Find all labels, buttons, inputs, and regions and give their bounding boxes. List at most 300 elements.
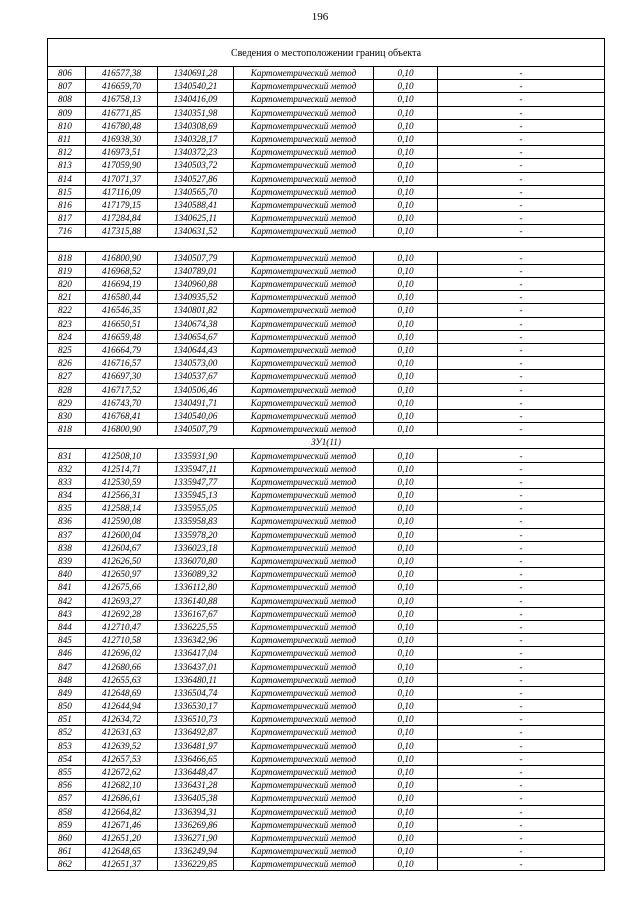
coord-x-cell: 412631,63: [86, 726, 158, 739]
method-cell: Картометрический метод: [234, 594, 374, 607]
method-cell: Картометрический метод: [234, 409, 374, 422]
description-cell: -: [438, 119, 605, 132]
accuracy-cell: 0,10: [374, 660, 438, 673]
coord-x-cell: 412710,47: [86, 620, 158, 633]
point-number-cell: 812: [48, 146, 86, 159]
coord-x-cell: 416580,44: [86, 291, 158, 304]
point-number-cell: 858: [48, 805, 86, 818]
table-row: [48, 409, 605, 422]
table-row: [48, 106, 605, 119]
point-number-cell: 808: [48, 93, 86, 106]
table-row: [48, 752, 605, 765]
description-cell: -: [438, 159, 605, 172]
coord-x-cell: 416664,79: [86, 343, 158, 356]
coord-y-cell: 1336023,18: [158, 541, 234, 554]
coord-y-cell: 1340507,79: [158, 251, 234, 264]
point-number-cell: 716: [48, 225, 86, 238]
coord-y-cell: 1340308,69: [158, 119, 234, 132]
accuracy-cell: 0,10: [374, 845, 438, 858]
coord-x-cell: 416768,41: [86, 409, 158, 422]
coord-x-cell: 416697,30: [86, 370, 158, 383]
table-row: [48, 449, 605, 462]
coord-y-cell: 1340654,67: [158, 330, 234, 343]
method-cell: Картометрический метод: [234, 119, 374, 132]
coord-x-cell: 416577,38: [86, 67, 158, 80]
point-number-cell: 816: [48, 198, 86, 211]
table-row: [48, 502, 605, 515]
coord-y-cell: 1340527,86: [158, 172, 234, 185]
coord-x-cell: 412588,14: [86, 502, 158, 515]
point-number-cell: 857: [48, 792, 86, 805]
coord-x-cell: 412648,69: [86, 686, 158, 699]
method-cell: Картометрический метод: [234, 739, 374, 752]
table-title: Сведения о местоположении границ объекта: [48, 39, 605, 67]
description-cell: -: [438, 489, 605, 502]
point-number-cell: 860: [48, 831, 86, 844]
table-row: [48, 607, 605, 620]
point-number-cell: 826: [48, 357, 86, 370]
coord-x-cell: 412671,46: [86, 818, 158, 831]
table-row: [48, 225, 605, 238]
table-row: [48, 172, 605, 185]
coord-x-cell: 412655,63: [86, 673, 158, 686]
description-cell: -: [438, 80, 605, 93]
method-cell: Картометрический метод: [234, 264, 374, 277]
point-number-cell: 818: [48, 423, 86, 436]
accuracy-cell: 0,10: [374, 106, 438, 119]
coord-x-cell: 416694,19: [86, 278, 158, 291]
table-row: [48, 858, 605, 871]
coord-y-cell: 1340691,28: [158, 67, 234, 80]
coord-x-cell: 412626,50: [86, 554, 158, 567]
method-cell: Картометрический метод: [234, 792, 374, 805]
method-cell: Картометрический метод: [234, 330, 374, 343]
method-cell: Картометрический метод: [234, 554, 374, 567]
point-number-cell: 835: [48, 502, 86, 515]
method-cell: Картометрический метод: [234, 831, 374, 844]
accuracy-cell: 0,10: [374, 251, 438, 264]
method-cell: Картометрический метод: [234, 185, 374, 198]
method-cell: Картометрический метод: [234, 765, 374, 778]
coord-x-cell: 412680,66: [86, 660, 158, 673]
coord-y-cell: 1335955,05: [158, 502, 234, 515]
description-cell: -: [438, 700, 605, 713]
point-number-cell: 806: [48, 67, 86, 80]
coord-y-cell: 1336112,80: [158, 581, 234, 594]
accuracy-cell: 0,10: [374, 528, 438, 541]
accuracy-cell: 0,10: [374, 212, 438, 225]
coord-x-cell: 412651,37: [86, 858, 158, 871]
description-cell: -: [438, 396, 605, 409]
coord-y-cell: 1336070,80: [158, 554, 234, 567]
coord-y-cell: 1336481,97: [158, 739, 234, 752]
method-cell: Картометрический метод: [234, 541, 374, 554]
accuracy-cell: 0,10: [374, 291, 438, 304]
table-row: [48, 343, 605, 356]
accuracy-cell: 0,10: [374, 159, 438, 172]
point-number-cell: 836: [48, 515, 86, 528]
table-row: [48, 686, 605, 699]
point-number-cell: 859: [48, 818, 86, 831]
accuracy-cell: 0,10: [374, 278, 438, 291]
point-number-cell: 851: [48, 713, 86, 726]
point-number-cell: 810: [48, 119, 86, 132]
coord-y-cell: 1336089,32: [158, 568, 234, 581]
coord-y-cell: 1340507,79: [158, 423, 234, 436]
coord-y-cell: 1335947,11: [158, 462, 234, 475]
accuracy-cell: 0,10: [374, 594, 438, 607]
table-row: [48, 212, 605, 225]
coord-y-cell: 1336437,01: [158, 660, 234, 673]
coord-y-cell: 1340503,72: [158, 159, 234, 172]
method-cell: Картометрический метод: [234, 357, 374, 370]
accuracy-cell: 0,10: [374, 502, 438, 515]
description-cell: -: [438, 660, 605, 673]
accuracy-cell: 0,10: [374, 818, 438, 831]
point-number-cell: 825: [48, 343, 86, 356]
coord-y-cell: 1340416,09: [158, 93, 234, 106]
table-row: [48, 330, 605, 343]
method-cell: Картометрический метод: [234, 172, 374, 185]
table-row: [48, 805, 605, 818]
coord-y-cell: 1336394,31: [158, 805, 234, 818]
accuracy-cell: 0,10: [374, 634, 438, 647]
point-number-cell: 852: [48, 726, 86, 739]
description-cell: -: [438, 370, 605, 383]
method-cell: Картометрический метод: [234, 752, 374, 765]
description-cell: -: [438, 106, 605, 119]
coord-y-cell: 1340625,11: [158, 212, 234, 225]
point-number-cell: 840: [48, 568, 86, 581]
accuracy-cell: 0,10: [374, 831, 438, 844]
point-number-cell: 824: [48, 330, 86, 343]
accuracy-cell: 0,10: [374, 515, 438, 528]
section-row: [48, 436, 605, 449]
coord-y-cell: 1336431,28: [158, 779, 234, 792]
coord-x-cell: 416546,35: [86, 304, 158, 317]
description-cell: -: [438, 554, 605, 567]
method-cell: Картометрический метод: [234, 726, 374, 739]
accuracy-cell: 0,10: [374, 449, 438, 462]
accuracy-cell: 0,10: [374, 765, 438, 778]
coord-x-cell: 412530,59: [86, 475, 158, 488]
description-cell: -: [438, 449, 605, 462]
table-row: [48, 726, 605, 739]
table-row: [48, 528, 605, 541]
table-row: [48, 594, 605, 607]
accuracy-cell: 0,10: [374, 647, 438, 660]
coord-x-cell: 412651,20: [86, 831, 158, 844]
description-cell: -: [438, 647, 605, 660]
accuracy-cell: 0,10: [374, 225, 438, 238]
description-cell: -: [438, 357, 605, 370]
table-row: [48, 67, 605, 80]
coord-x-cell: 417315,88: [86, 225, 158, 238]
point-number-cell: 838: [48, 541, 86, 554]
method-cell: Картометрический метод: [234, 515, 374, 528]
section-label: ЗУ1(11): [48, 436, 605, 449]
table-row: [48, 146, 605, 159]
method-cell: Картометрический метод: [234, 370, 374, 383]
accuracy-cell: 0,10: [374, 805, 438, 818]
coord-x-cell: 416743,70: [86, 396, 158, 409]
table-row: [48, 119, 605, 132]
description-cell: -: [438, 475, 605, 488]
description-cell: -: [438, 607, 605, 620]
description-cell: -: [438, 317, 605, 330]
description-cell: -: [438, 423, 605, 436]
coord-x-cell: 417059,90: [86, 159, 158, 172]
point-number-cell: 820: [48, 278, 86, 291]
description-cell: -: [438, 198, 605, 211]
accuracy-cell: 0,10: [374, 792, 438, 805]
point-number-cell: 845: [48, 634, 86, 647]
coord-x-cell: 416771,85: [86, 106, 158, 119]
accuracy-cell: 0,10: [374, 620, 438, 633]
table-row: [48, 792, 605, 805]
coord-y-cell: 1336480,11: [158, 673, 234, 686]
description-cell: -: [438, 779, 605, 792]
table-row: [48, 765, 605, 778]
method-cell: Картометрический метод: [234, 198, 374, 211]
coord-x-cell: 417284,84: [86, 212, 158, 225]
accuracy-cell: 0,10: [374, 357, 438, 370]
coord-y-cell: 1340935,52: [158, 291, 234, 304]
method-cell: Картометрический метод: [234, 660, 374, 673]
table-row: [48, 357, 605, 370]
coord-x-cell: 412664,82: [86, 805, 158, 818]
method-cell: Картометрический метод: [234, 489, 374, 502]
point-number-cell: 819: [48, 264, 86, 277]
coord-x-cell: 417116,09: [86, 185, 158, 198]
accuracy-cell: 0,10: [374, 607, 438, 620]
accuracy-cell: 0,10: [374, 304, 438, 317]
method-cell: Картометрический метод: [234, 607, 374, 620]
method-cell: Картометрический метод: [234, 396, 374, 409]
description-cell: -: [438, 792, 605, 805]
accuracy-cell: 0,10: [374, 264, 438, 277]
point-number-cell: 813: [48, 159, 86, 172]
accuracy-cell: 0,10: [374, 739, 438, 752]
coord-x-cell: 416800,90: [86, 423, 158, 436]
description-cell: -: [438, 502, 605, 515]
accuracy-cell: 0,10: [374, 317, 438, 330]
description-cell: -: [438, 330, 605, 343]
coord-x-cell: 416650,51: [86, 317, 158, 330]
description-cell: -: [438, 594, 605, 607]
table-row: [48, 568, 605, 581]
table-row: [48, 278, 605, 291]
point-number-cell: 847: [48, 660, 86, 673]
method-cell: Картометрический метод: [234, 462, 374, 475]
coord-x-cell: 412604,67: [86, 541, 158, 554]
coord-y-cell: 1335958,83: [158, 515, 234, 528]
table-row: [48, 831, 605, 844]
coord-x-cell: 412634,72: [86, 713, 158, 726]
coord-y-cell: 1340540,06: [158, 409, 234, 422]
coord-y-cell: 1340801,82: [158, 304, 234, 317]
coord-x-cell: 412672,62: [86, 765, 158, 778]
coord-y-cell: 1340540,21: [158, 80, 234, 93]
method-cell: Картометрический метод: [234, 146, 374, 159]
description-cell: -: [438, 739, 605, 752]
coord-y-cell: 1340588,41: [158, 198, 234, 211]
point-number-cell: 850: [48, 700, 86, 713]
coord-y-cell: 1336342,96: [158, 634, 234, 647]
accuracy-cell: 0,10: [374, 686, 438, 699]
point-number-cell: 814: [48, 172, 86, 185]
coord-y-cell: 1335931,90: [158, 449, 234, 462]
coord-x-cell: 417179,15: [86, 198, 158, 211]
description-cell: -: [438, 726, 605, 739]
accuracy-cell: 0,10: [374, 779, 438, 792]
accuracy-cell: 0,10: [374, 80, 438, 93]
coord-x-cell: 412508,10: [86, 449, 158, 462]
description-cell: -: [438, 93, 605, 106]
point-number-cell: 839: [48, 554, 86, 567]
coord-x-cell: 416780,48: [86, 119, 158, 132]
coord-x-cell: 412639,52: [86, 739, 158, 752]
table-row: [48, 581, 605, 594]
boundary-table-container: [47, 38, 605, 871]
description-cell: -: [438, 541, 605, 554]
coord-y-cell: 1335978,20: [158, 528, 234, 541]
method-cell: Картометрический метод: [234, 251, 374, 264]
point-number-cell: 815: [48, 185, 86, 198]
coord-x-cell: 412686,61: [86, 792, 158, 805]
coord-y-cell: 1340491,71: [158, 396, 234, 409]
method-cell: Картометрический метод: [234, 581, 374, 594]
point-number-cell: 848: [48, 673, 86, 686]
coord-y-cell: 1336448,47: [158, 765, 234, 778]
point-number-cell: 843: [48, 607, 86, 620]
coord-y-cell: 1336271,90: [158, 831, 234, 844]
accuracy-cell: 0,10: [374, 383, 438, 396]
description-cell: -: [438, 752, 605, 765]
coord-y-cell: 1340674,38: [158, 317, 234, 330]
description-cell: -: [438, 185, 605, 198]
table-row: [48, 370, 605, 383]
method-cell: Картометрический метод: [234, 647, 374, 660]
method-cell: Картометрический метод: [234, 673, 374, 686]
table-row: [48, 264, 605, 277]
point-number-cell: 837: [48, 528, 86, 541]
method-cell: Картометрический метод: [234, 423, 374, 436]
page-number: 196: [311, 11, 329, 23]
table-row: [48, 739, 605, 752]
description-cell: -: [438, 291, 605, 304]
description-cell: -: [438, 383, 605, 396]
table-row: [48, 634, 605, 647]
coord-y-cell: 1340328,17: [158, 132, 234, 145]
point-number-cell: 829: [48, 396, 86, 409]
method-cell: Картометрический метод: [234, 212, 374, 225]
point-number-cell: 827: [48, 370, 86, 383]
description-cell: -: [438, 462, 605, 475]
coord-y-cell: 1340351,98: [158, 106, 234, 119]
coord-x-cell: 416938,30: [86, 132, 158, 145]
point-number-cell: 832: [48, 462, 86, 475]
description-cell: -: [438, 225, 605, 238]
coord-y-cell: 1340960,88: [158, 278, 234, 291]
point-number-cell: 853: [48, 739, 86, 752]
point-number-cell: 822: [48, 304, 86, 317]
point-number-cell: 844: [48, 620, 86, 633]
accuracy-cell: 0,10: [374, 726, 438, 739]
description-cell: -: [438, 528, 605, 541]
coord-y-cell: 1336417,04: [158, 647, 234, 660]
coord-y-cell: 1336225,55: [158, 620, 234, 633]
point-number-cell: 849: [48, 686, 86, 699]
accuracy-cell: 0,10: [374, 396, 438, 409]
coord-y-cell: 1336269,86: [158, 818, 234, 831]
method-cell: Картометрический метод: [234, 159, 374, 172]
accuracy-cell: 0,10: [374, 370, 438, 383]
table-row: [48, 291, 605, 304]
coord-x-cell: 412693,27: [86, 594, 158, 607]
accuracy-cell: 0,10: [374, 673, 438, 686]
method-cell: Картометрический метод: [234, 700, 374, 713]
method-cell: Картометрический метод: [234, 528, 374, 541]
point-number-cell: 823: [48, 317, 86, 330]
accuracy-cell: 0,10: [374, 858, 438, 871]
description-cell: -: [438, 845, 605, 858]
method-cell: Картометрический метод: [234, 686, 374, 699]
method-cell: Картометрический метод: [234, 67, 374, 80]
accuracy-cell: 0,10: [374, 146, 438, 159]
accuracy-cell: 0,10: [374, 67, 438, 80]
point-number-cell: 809: [48, 106, 86, 119]
coord-y-cell: 1340506,46: [158, 383, 234, 396]
coord-x-cell: 412644,94: [86, 700, 158, 713]
accuracy-cell: 0,10: [374, 330, 438, 343]
coord-x-cell: 412675,66: [86, 581, 158, 594]
description-cell: -: [438, 172, 605, 185]
table-row: [48, 317, 605, 330]
point-number-cell: 846: [48, 647, 86, 660]
point-number-cell: 861: [48, 845, 86, 858]
table-row: [48, 673, 605, 686]
description-cell: -: [438, 515, 605, 528]
coord-x-cell: 417071,37: [86, 172, 158, 185]
coord-y-cell: 1336492,87: [158, 726, 234, 739]
accuracy-cell: 0,10: [374, 172, 438, 185]
coord-x-cell: 416659,48: [86, 330, 158, 343]
coord-y-cell: 1336466,65: [158, 752, 234, 765]
coord-x-cell: 412657,53: [86, 752, 158, 765]
point-number-cell: 854: [48, 752, 86, 765]
description-cell: -: [438, 818, 605, 831]
description-cell: -: [438, 831, 605, 844]
point-number-cell: 821: [48, 291, 86, 304]
coord-y-cell: 1336140,88: [158, 594, 234, 607]
method-cell: Картометрический метод: [234, 845, 374, 858]
accuracy-cell: 0,10: [374, 185, 438, 198]
method-cell: Картометрический метод: [234, 805, 374, 818]
table-row: [48, 159, 605, 172]
point-number-cell: 842: [48, 594, 86, 607]
method-cell: Картометрический метод: [234, 132, 374, 145]
accuracy-cell: 0,10: [374, 568, 438, 581]
coord-x-cell: 412696,02: [86, 647, 158, 660]
table-row: [48, 185, 605, 198]
point-number-cell: 841: [48, 581, 86, 594]
method-cell: Картометрический метод: [234, 93, 374, 106]
point-number-cell: 833: [48, 475, 86, 488]
coord-y-cell: 1340573,00: [158, 357, 234, 370]
description-cell: -: [438, 634, 605, 647]
point-number-cell: 830: [48, 409, 86, 422]
